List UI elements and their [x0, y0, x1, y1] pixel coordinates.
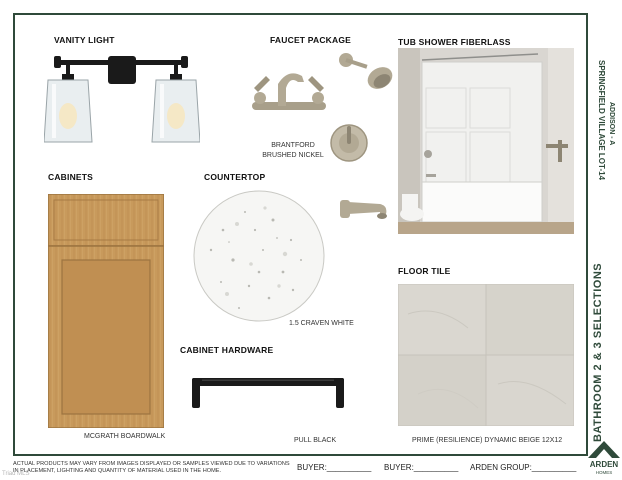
floor-tile-image	[398, 284, 574, 426]
arden-homes-logo	[586, 440, 622, 480]
cabinet-door-image	[48, 194, 164, 428]
shower-valve-trim-image	[330, 122, 368, 164]
cabinets-caption: MCGRATH BOARDWALK	[84, 433, 166, 440]
sink-faucet-image	[248, 62, 330, 118]
buyer-signature-1: BUYER:__________	[297, 463, 372, 472]
faucet-caption-line2: BRUSHED NICKEL	[262, 152, 324, 159]
tub-shower-label: TUB SHOWER FIBERLASS	[398, 37, 511, 47]
disclaimer-text: ACTUAL PRODUCTS MAY VARY FROM IMAGES DISPLAYED OR SAMPLES VIEWED DUE TO VARIATIONS IN PLACEMENT, LIGHTING AND QUANTITY OF MATERIAL USED IN THE HOME.	[13, 461, 290, 474]
buyer-signature-2: BUYER:__________	[384, 463, 459, 472]
watermark: Triad MLS	[2, 471, 30, 477]
countertop-caption: 1.5 CRAVEN WHITE	[289, 320, 354, 327]
countertop-label: COUNTERTOP	[204, 172, 266, 182]
arden-logo-icon	[586, 440, 622, 460]
floor-tile-caption: PRIME (RESILIENCE) DYNAMIC BEIGE 12X12	[412, 437, 563, 444]
plan-name: ADDISON - A	[608, 102, 615, 146]
countertop-swatch-image	[193, 190, 325, 322]
floor-tile-label: FLOOR TILE	[398, 266, 451, 276]
sheet-main-title: BATHROOM 2 & 3 SELECTIONS	[592, 262, 604, 442]
logo-tagline: HOMES	[595, 470, 613, 475]
vanity-light-image	[44, 50, 200, 146]
vanity-light-label: VANITY LIGHT	[54, 35, 115, 45]
cabinet-pull-image	[190, 376, 346, 410]
hardware-caption: PULL BLACK	[294, 437, 337, 444]
faucet-package-label: FAUCET PACKAGE	[270, 35, 352, 45]
logo-wordmark: ARDEN	[589, 460, 619, 469]
cabinet-hardware-label: CABINET HARDWARE	[180, 345, 274, 355]
cabinets-label: CABINETS	[48, 172, 94, 182]
faucet-caption-line1: BRANTFORD	[271, 142, 315, 149]
arden-group-signature: ARDEN GROUP:__________	[470, 463, 577, 472]
tub-shower-image	[398, 48, 574, 234]
shower-head-image	[338, 50, 396, 94]
project-title: SPRINGFIELD VILLAGE LOT-14	[597, 60, 606, 181]
tub-spout-image	[340, 196, 390, 222]
